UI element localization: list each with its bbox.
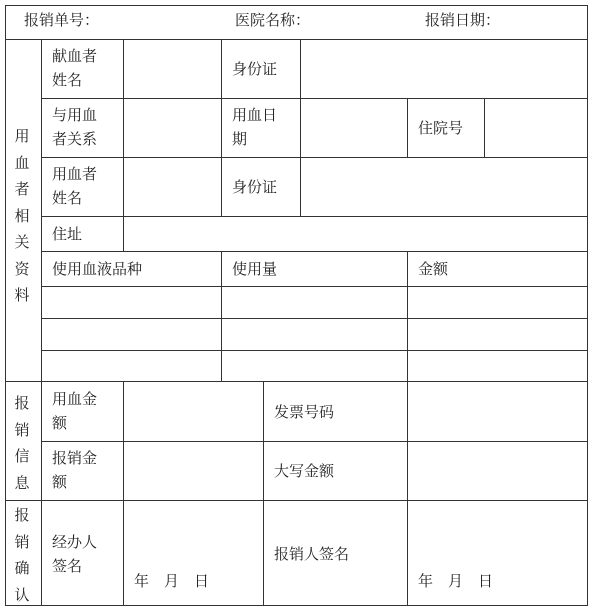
row-line — [41, 286, 588, 287]
user-name-field[interactable] — [124, 158, 221, 216]
address-label: 住址 — [52, 225, 83, 243]
user-name-label: 用血者姓名 — [52, 165, 98, 207]
reimb-amount-label: 报销金额 — [52, 449, 98, 491]
handler-date-label: 年 月 日 — [134, 572, 210, 590]
border-top — [5, 5, 588, 6]
border-left — [5, 5, 6, 606]
section-label-reimb-confirm: 报销确认 — [14, 506, 30, 604]
use-date-field[interactable] — [301, 99, 407, 157]
blood-cost-field[interactable] — [124, 382, 263, 441]
user-id-field[interactable] — [301, 158, 587, 216]
col-line — [263, 381, 264, 606]
section-label-blood-info: 用血者相关资料 — [14, 127, 30, 304]
donor-id-field[interactable] — [301, 40, 587, 98]
money-header: 金额 — [418, 260, 449, 278]
hospital-no-label: 住院号 — [418, 119, 464, 137]
section-label-reimb-info: 报销信息 — [14, 394, 30, 492]
col-line — [407, 98, 408, 158]
row-line — [41, 350, 588, 351]
handler-sign-label: 经办人签名 — [52, 533, 98, 575]
hospital-name-label: 医院名称： — [235, 11, 311, 29]
relation-field[interactable] — [124, 99, 221, 157]
reimb-number-label: 报销单号： — [24, 11, 100, 29]
border-bottom — [5, 605, 588, 606]
row-line — [41, 318, 588, 319]
border-right — [587, 5, 588, 606]
relation-label: 与用血者关系 — [52, 106, 98, 148]
invoice-no-field[interactable] — [408, 382, 587, 441]
section-col-line — [41, 39, 42, 606]
col-line — [221, 39, 222, 217]
reimb-amount-field[interactable] — [124, 442, 263, 500]
id-card-label: 身份证 — [232, 178, 278, 196]
uppercase-amount-field[interactable] — [408, 442, 587, 500]
col-line — [407, 251, 408, 382]
id-card-label: 身份证 — [232, 60, 278, 78]
amount-used-header: 使用量 — [232, 260, 278, 278]
reimb-person-sign-label: 报销人签名 — [274, 545, 350, 563]
uppercase-amount-label: 大写金额 — [274, 462, 335, 480]
donor-name-field[interactable] — [124, 40, 221, 98]
reimb-person-date-label: 年 月 日 — [418, 572, 494, 590]
invoice-no-label: 发票号码 — [274, 403, 335, 421]
use-date-label: 用血日期 — [232, 106, 278, 148]
reimb-date-label: 报销日期： — [425, 11, 501, 29]
donor-name-label: 献血者姓名 — [52, 47, 98, 89]
blood-cost-label: 用血金额 — [52, 390, 98, 432]
col-line — [221, 251, 222, 382]
address-field[interactable] — [124, 217, 587, 251]
hospital-no-field[interactable] — [485, 99, 587, 157]
blood-type-header: 使用血液品种 — [52, 260, 143, 278]
